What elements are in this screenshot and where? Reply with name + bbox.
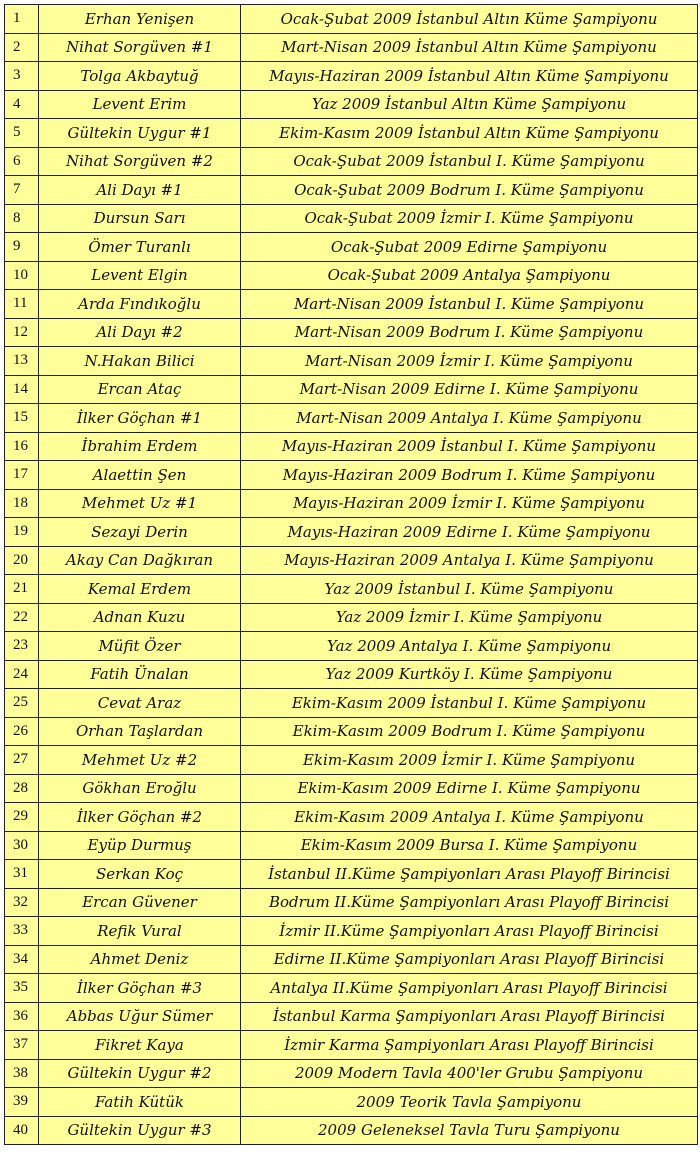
row-number: 1 [5,5,39,34]
row-number: 39 [5,1088,39,1117]
row-number: 25 [5,689,39,718]
row-number: 4 [5,90,39,119]
table-row [5,603,698,632]
table-row [5,5,698,34]
table-row [5,1031,698,1060]
player-name: Orhan Taşlardan [39,717,241,746]
championship-title: Mayıs-Haziran 2009 İstanbul Altın Küme Şampiyonu [241,62,698,91]
row-number: 2 [5,33,39,62]
championship-title: Mart-Nisan 2009 Antalya I. Küme Şampiyonu [241,404,698,433]
table-row [5,62,698,91]
row-number: 35 [5,974,39,1003]
row-number: 26 [5,717,39,746]
row-number: 38 [5,1059,39,1088]
row-number: 20 [5,546,39,575]
table-row [5,176,698,205]
table-row [5,1059,698,1088]
championship-title: Ocak-Şubat 2009 Antalya Şampiyonu [241,261,698,290]
player-name: Fikret Kaya [39,1031,241,1060]
championship-title: İzmir Karma Şampiyonları Arası Playoff Birincisi [241,1031,698,1060]
player-name: Tolga Akbaytuğ [39,62,241,91]
table-row [5,404,698,433]
table-row [5,119,698,148]
row-number: 9 [5,233,39,262]
table-row [5,888,698,917]
player-name: İlker Göçhan #1 [39,404,241,433]
player-name: Levent Erim [39,90,241,119]
player-name: Sezayi Derin [39,518,241,547]
row-number: 19 [5,518,39,547]
table-row [5,1002,698,1031]
table-row [5,546,698,575]
player-name: İlker Göçhan #2 [39,803,241,832]
table-row [5,945,698,974]
row-number: 27 [5,746,39,775]
row-number: 5 [5,119,39,148]
table-row [5,489,698,518]
player-name: Cevat Araz [39,689,241,718]
player-name: Nihat Sorgüven #1 [39,33,241,62]
championship-title: Mart-Nisan 2009 Edirne I. Küme Şampiyonu [241,375,698,404]
championship-title: Mart-Nisan 2009 İstanbul Altın Küme Şampiyonu [241,33,698,62]
player-name: Refik Vural [39,917,241,946]
player-name: Levent Elgin [39,261,241,290]
player-name: Fatih Ünalan [39,660,241,689]
table-row [5,632,698,661]
row-number: 17 [5,461,39,490]
championship-title: Ekim-Kasım 2009 İzmir I. Küme Şampiyonu [241,746,698,775]
championship-title: Edirne II.Küme Şampiyonları Arası Playoff Birincisi [241,945,698,974]
player-name: Ali Dayı #1 [39,176,241,205]
player-name: Akay Can Dağkıran [39,546,241,575]
table-row [5,746,698,775]
row-number: 18 [5,489,39,518]
championship-title: Ekim-Kasım 2009 Edirne I. Küme Şampiyonu [241,774,698,803]
player-name: Fatih Kütük [39,1088,241,1117]
player-name: Nihat Sorgüven #2 [39,147,241,176]
table-row [5,860,698,889]
table-row [5,917,698,946]
championship-title: 2009 Modern Tavla 400'ler Grubu Şampiyonu [241,1059,698,1088]
champions-table-body [5,5,698,1145]
table-row [5,347,698,376]
row-number: 7 [5,176,39,205]
championship-title: Ocak-Şubat 2009 İstanbul Altın Küme Şampiyonu [241,5,698,34]
row-number: 10 [5,261,39,290]
championship-title: 2009 Geleneksel Tavla Turu Şampiyonu [241,1116,698,1145]
championship-title: Mayıs-Haziran 2009 İstanbul I. Küme Şampiyonu [241,432,698,461]
championship-title: Yaz 2009 İstanbul I. Küme Şampiyonu [241,575,698,604]
champions-table [4,4,698,1145]
player-name: Ercan Ataç [39,375,241,404]
championship-title: Mart-Nisan 2009 İzmir I. Küme Şampiyonu [241,347,698,376]
player-name: Serkan Koç [39,860,241,889]
player-name: Ahmet Deniz [39,945,241,974]
championship-title: Yaz 2009 Kurtköy I. Küme Şampiyonu [241,660,698,689]
championship-title: İzmir II.Küme Şampiyonları Arası Playoff Birincisi [241,917,698,946]
championship-title: Ekim-Kasım 2009 İstanbul Altın Küme Şampiyonu [241,119,698,148]
row-number: 31 [5,860,39,889]
row-number: 11 [5,290,39,319]
player-name: N.Hakan Bilici [39,347,241,376]
player-name: Abbas Uğur Sümer [39,1002,241,1031]
row-number: 36 [5,1002,39,1031]
championship-title: Ocak-Şubat 2009 İstanbul I. Küme Şampiyonu [241,147,698,176]
row-number: 23 [5,632,39,661]
table-row [5,575,698,604]
table-row [5,717,698,746]
table-row [5,831,698,860]
player-name: Ali Dayı #2 [39,318,241,347]
row-number: 29 [5,803,39,832]
table-row [5,461,698,490]
row-number: 12 [5,318,39,347]
table-row [5,290,698,319]
championship-title: Mayıs-Haziran 2009 Edirne I. Küme Şampiyonu [241,518,698,547]
championship-title: Ocak-Şubat 2009 Edirne Şampiyonu [241,233,698,262]
championship-title: Ekim-Kasım 2009 İstanbul I. Küme Şampiyonu [241,689,698,718]
player-name: İbrahim Erdem [39,432,241,461]
championship-title: Yaz 2009 İstanbul Altın Küme Şampiyonu [241,90,698,119]
row-number: 33 [5,917,39,946]
championship-title: Ekim-Kasım 2009 Antalya I. Küme Şampiyonu [241,803,698,832]
championship-title: Mayıs-Haziran 2009 İzmir I. Küme Şampiyonu [241,489,698,518]
championship-title: İstanbul II.Küme Şampiyonları Arası Playoff Birincisi [241,860,698,889]
championship-title: Antalya II.Küme Şampiyonları Arası Playoff Birincisi [241,974,698,1003]
player-name: Alaettin Şen [39,461,241,490]
table-row [5,33,698,62]
player-name: Dursun Sarı [39,204,241,233]
row-number: 8 [5,204,39,233]
player-name: Adnan Kuzu [39,603,241,632]
player-name: Ömer Turanlı [39,233,241,262]
row-number: 13 [5,347,39,376]
championship-title: Ocak-Şubat 2009 Bodrum I. Küme Şampiyonu [241,176,698,205]
player-name: Erhan Yenişen [39,5,241,34]
table-row [5,518,698,547]
player-name: Gültekin Uygur #1 [39,119,241,148]
player-name: Ercan Güvener [39,888,241,917]
championship-title: 2009 Teorik Tavla Şampiyonu [241,1088,698,1117]
row-number: 32 [5,888,39,917]
championship-title: Mayıs-Haziran 2009 Bodrum I. Küme Şampiyonu [241,461,698,490]
championship-title: Ekim-Kasım 2009 Bodrum I. Küme Şampiyonu [241,717,698,746]
row-number: 6 [5,147,39,176]
table-row [5,90,698,119]
championship-title: İstanbul Karma Şampiyonları Arası Playoff Birincisi [241,1002,698,1031]
championship-title: Yaz 2009 İzmir I. Küme Şampiyonu [241,603,698,632]
table-row [5,375,698,404]
table-row [5,1088,698,1117]
table-row [5,204,698,233]
championship-title: Ekim-Kasım 2009 Bursa I. Küme Şampiyonu [241,831,698,860]
row-number: 34 [5,945,39,974]
row-number: 28 [5,774,39,803]
championship-title: Ocak-Şubat 2009 İzmir I. Küme Şampiyonu [241,204,698,233]
player-name: İlker Göçhan #3 [39,974,241,1003]
player-name: Gültekin Uygur #3 [39,1116,241,1145]
row-number: 16 [5,432,39,461]
championship-title: Mart-Nisan 2009 Bodrum I. Küme Şampiyonu [241,318,698,347]
row-number: 15 [5,404,39,433]
championship-title: Bodrum II.Küme Şampiyonları Arası Playoff Birincisi [241,888,698,917]
championship-title: Yaz 2009 Antalya I. Küme Şampiyonu [241,632,698,661]
table-row [5,261,698,290]
row-number: 37 [5,1031,39,1060]
player-name: Kemal Erdem [39,575,241,604]
player-name: Arda Fındıkoğlu [39,290,241,319]
player-name: Mehmet Uz #1 [39,489,241,518]
table-row [5,974,698,1003]
table-row [5,432,698,461]
player-name: Mehmet Uz #2 [39,746,241,775]
table-row [5,147,698,176]
table-row [5,233,698,262]
table-row [5,774,698,803]
player-name: Eyüp Durmuş [39,831,241,860]
table-row [5,660,698,689]
row-number: 24 [5,660,39,689]
row-number: 14 [5,375,39,404]
player-name: Gültekin Uygur #2 [39,1059,241,1088]
row-number: 21 [5,575,39,604]
player-name: Müfit Özer [39,632,241,661]
row-number: 3 [5,62,39,91]
championship-title: Mayıs-Haziran 2009 Antalya I. Küme Şampiyonu [241,546,698,575]
table-row [5,689,698,718]
table-row [5,1116,698,1145]
row-number: 30 [5,831,39,860]
table-row [5,318,698,347]
row-number: 40 [5,1116,39,1145]
row-number: 22 [5,603,39,632]
championship-title: Mart-Nisan 2009 İstanbul I. Küme Şampiyonu [241,290,698,319]
table-row [5,803,698,832]
player-name: Gökhan Eroğlu [39,774,241,803]
